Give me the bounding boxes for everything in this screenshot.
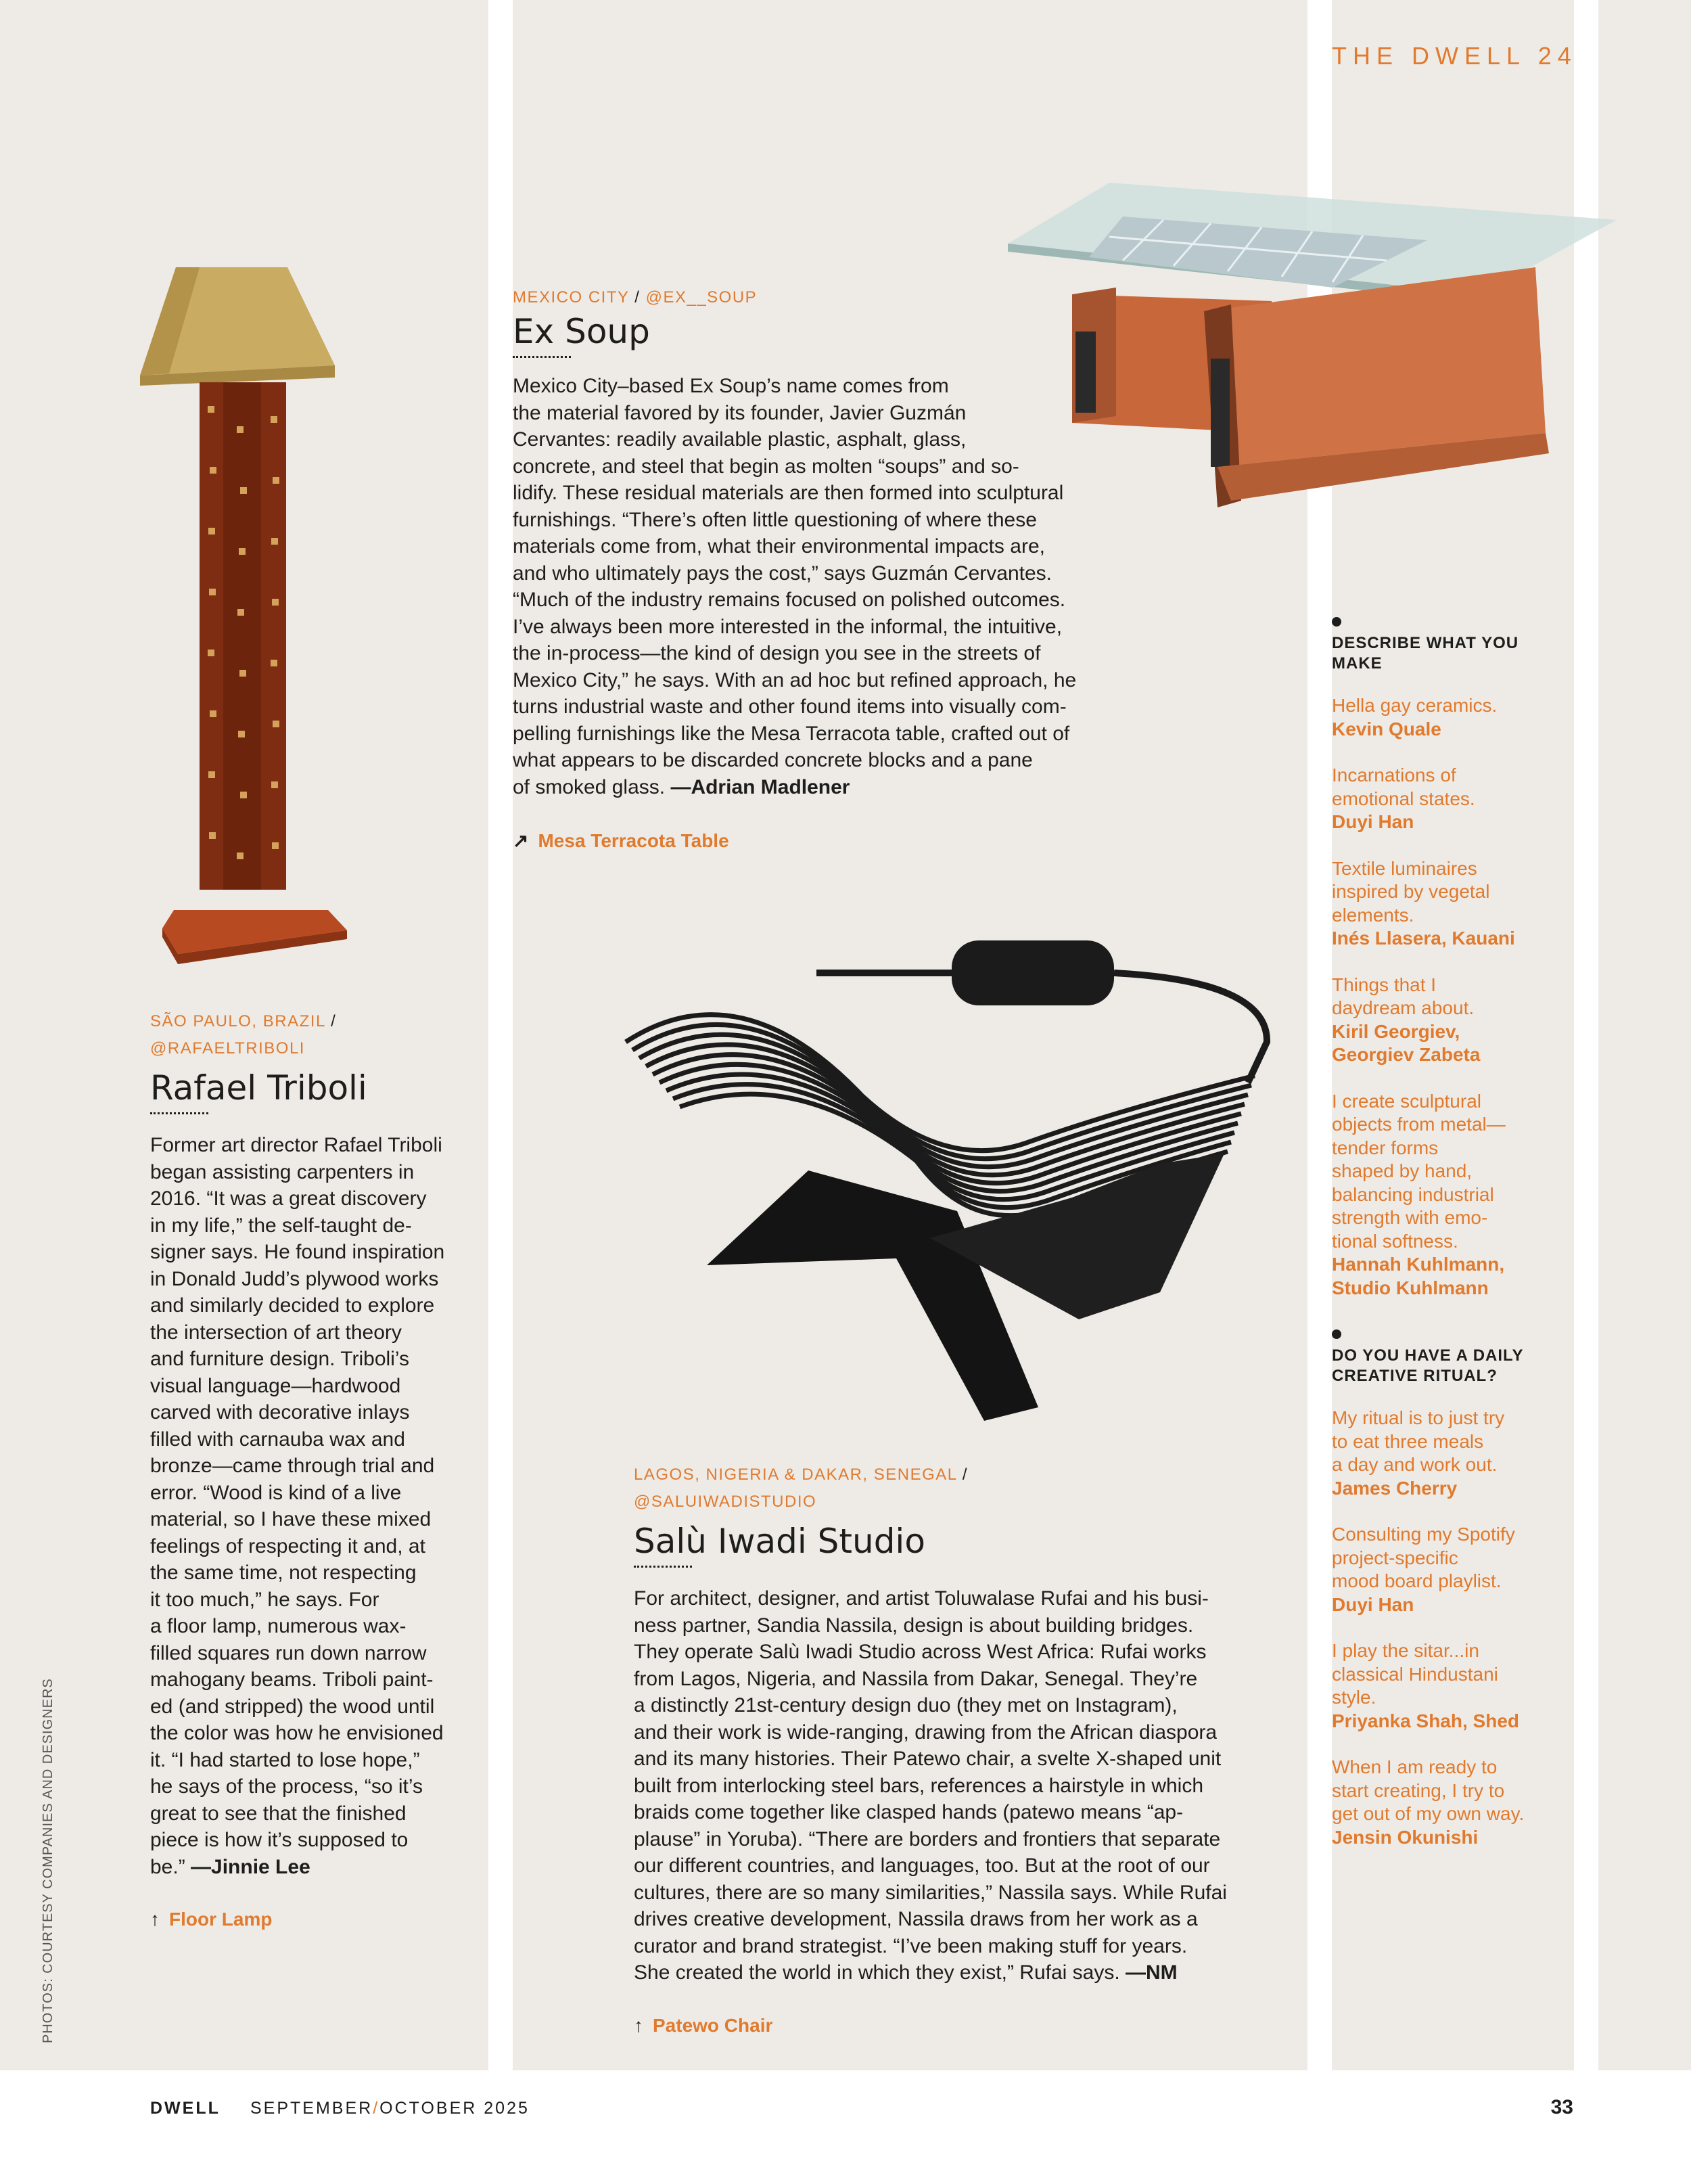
- body-line: bronze—came through trial and: [150, 1455, 435, 1477]
- answer-name: James Cherry: [1332, 1477, 1458, 1499]
- question-line: DO YOU HAVE A DAILY: [1332, 1346, 1524, 1365]
- body-line: piece is how it’s supposed to: [150, 1829, 409, 1851]
- body-line: he says of the process, “so it’s: [150, 1775, 423, 1798]
- answer-text: emotional states.: [1332, 788, 1475, 809]
- answer-item: [1332, 1523, 1565, 1616]
- body-line: and their work is wide-ranging, drawing from the African diaspora: [634, 1721, 1218, 1744]
- kicker-slash: /: [331, 1012, 337, 1030]
- body-line: the intersection of art theory: [150, 1321, 402, 1344]
- author-credit: —NM: [1126, 1961, 1178, 1984]
- answer-text: classical Hindustani: [1332, 1663, 1498, 1685]
- body-line: Mexico City–based Ex Soup’s name comes from: [513, 375, 949, 397]
- article-title: Salù Iwadi Studio: [634, 1522, 925, 1561]
- question-line: MAKE: [1332, 654, 1383, 673]
- body-line: materials come from, what their environmental impacts are,: [513, 535, 1045, 558]
- body-line-last: [513, 774, 1189, 801]
- answer-text: elements.: [1332, 904, 1414, 926]
- answer-text: Incarnations of: [1332, 765, 1456, 786]
- answers-list: [1332, 694, 1565, 1300]
- instagram-handle-link[interactable]: @SALUIWADISTUDIO: [634, 1493, 817, 1511]
- product-link-label: Mesa Terracota Table: [538, 830, 729, 851]
- body-line: Cervantes: readily available plastic, asphalt, glass,: [513, 428, 967, 451]
- body-line: in Donald Judd’s plywood works: [150, 1267, 439, 1290]
- body-line: Former art director Rafael Triboli: [150, 1134, 442, 1156]
- body-line: plause” in Yoruba). “There are borders and frontiers that separate: [634, 1827, 1221, 1850]
- body-line: filled with carnauba wax and: [150, 1428, 405, 1451]
- answer-name: Georgiev Zabeta: [1332, 1044, 1481, 1065]
- bullet-dot: [1332, 1329, 1341, 1339]
- question-heading: [1332, 1346, 1565, 1386]
- product-link-label: Floor Lamp: [169, 1909, 273, 1930]
- title-divider: [150, 1112, 208, 1114]
- arrow-up-icon: ↑: [150, 1909, 160, 1930]
- body-line: began assisting carpenters in: [150, 1160, 415, 1183]
- body-line: braids come together like clasped hands (patewo means “ap-: [634, 1801, 1184, 1823]
- issue-slash: /: [373, 2099, 380, 2118]
- body-line: turns industrial waste and other found items into visually com-: [513, 696, 1067, 718]
- answer-text: a day and work out.: [1332, 1454, 1498, 1475]
- body-line: furnishings. “There’s often little questioning of where these: [513, 508, 1037, 531]
- answer-item: [1332, 857, 1565, 951]
- answer-item: [1332, 1090, 1565, 1300]
- instagram-handle-link[interactable]: @RAFAELTRIBOLI: [150, 1039, 305, 1057]
- article-kicker: [150, 1008, 488, 1062]
- answer-item: [1332, 1756, 1565, 1849]
- title-divider: [634, 1566, 692, 1568]
- body-line: mahogany beams. Triboli paint-: [150, 1668, 434, 1691]
- article-body: [634, 1585, 1297, 1986]
- answer-text: tender forms: [1332, 1137, 1439, 1158]
- answer-text: daydream about.: [1332, 997, 1475, 1018]
- body-line: 2016. “It was a great discovery: [150, 1187, 427, 1210]
- body-line: our different countries, and languages, too. But at the root of our: [634, 1855, 1210, 1877]
- answer-text: project-specific: [1332, 1547, 1458, 1568]
- body-line: and similarly decided to explore: [150, 1294, 435, 1317]
- body-text: be.”: [150, 1855, 191, 1878]
- body-line: feelings of respecting it and, at: [150, 1534, 425, 1557]
- body-line: lidify. These residual materials are then formed into sculptural: [513, 482, 1064, 504]
- body-line: drives creative development, Nassila draws from her work as a: [634, 1908, 1198, 1930]
- body-line: visual language—hardwood: [150, 1374, 401, 1397]
- body-line: “Much of the industry remains focused on polished outcomes.: [513, 589, 1066, 611]
- answer-name: Duyi Han: [1332, 1593, 1414, 1615]
- body-line: it too much,” he says. For: [150, 1588, 379, 1611]
- body-line: the same time, not respecting: [150, 1562, 417, 1584]
- patewo-chair-image: [605, 940, 1289, 1428]
- product-link-label: Patewo Chair: [653, 2014, 773, 2036]
- answer-item: [1332, 694, 1565, 741]
- answer-text: balancing industrial: [1332, 1183, 1494, 1205]
- location: LAGOS, NIGERIA & DAKAR, SENEGAL: [634, 1465, 957, 1484]
- product-link[interactable]: [513, 829, 1189, 853]
- body-text: of smoked glass.: [513, 775, 671, 798]
- title-divider: [513, 356, 571, 358]
- arrow-up-icon: ↑: [634, 2014, 643, 2036]
- body-line: material, so I have these mixed: [150, 1508, 432, 1530]
- body-line: from Lagos, Nigeria, and Nassila from Dakar, Senegal. They’re: [634, 1667, 1198, 1690]
- product-link[interactable]: [150, 1907, 488, 1932]
- footer-brand: DWELL: [150, 2099, 221, 2118]
- body-line: the material favored by its founder, Javier Guzmán: [513, 401, 967, 424]
- answer-name: Inés Llasera, Kauani: [1332, 928, 1515, 949]
- author-credit: —Jinnie Lee: [191, 1855, 310, 1878]
- body-line: in my life,” the self-taught de-: [150, 1214, 412, 1237]
- question-line: DESCRIBE WHAT YOU: [1332, 634, 1519, 652]
- body-line-last: [634, 1959, 1297, 1986]
- answer-text: My ritual is to just try: [1332, 1407, 1505, 1428]
- photo-credit: PHOTOS: COURTESY COMPANIES AND DESIGNERS: [41, 1678, 55, 2043]
- article-title: Rafael Triboli: [150, 1068, 367, 1108]
- author-credit: —Adrian Madlener: [670, 775, 850, 798]
- product-link[interactable]: [634, 2014, 1297, 2038]
- body-line: and who ultimately pays the cost,” says Guzmán Cervantes.: [513, 562, 1052, 585]
- kicker-slash: /: [962, 1465, 969, 1484]
- body-line: the color was how he envisioned: [150, 1722, 444, 1744]
- answer-text: I create sculptural: [1332, 1090, 1481, 1112]
- bullet-dot: [1332, 617, 1341, 627]
- answer-text: Things that I: [1332, 974, 1437, 995]
- question-line: CREATIVE RITUAL?: [1332, 1367, 1498, 1385]
- answer-text: Hella gay ceramics.: [1332, 695, 1498, 716]
- body-line: great to see that the finished: [150, 1802, 407, 1825]
- article-kicker: [634, 1461, 1297, 1516]
- body-line: pelling furnishings like the Mesa Terracota table, crafted out of: [513, 722, 1070, 745]
- body-line: filled squares run down narrow: [150, 1641, 427, 1664]
- floor-lamp-image: [132, 250, 362, 968]
- body-line: what appears to be discarded concrete blocks and a pane: [513, 749, 1033, 771]
- answer-text: shaped by hand,: [1332, 1160, 1473, 1181]
- article-rafael-triboli: [150, 1008, 488, 1932]
- answer-text: Consulting my Spotify: [1332, 1524, 1515, 1545]
- article-kicker: [513, 284, 1189, 311]
- body-line: ed (and stripped) the wood until: [150, 1695, 435, 1718]
- article-salu-iwadi-studio: [634, 1461, 1297, 2038]
- body-line: signer says. He found inspiration: [150, 1241, 445, 1263]
- answer-name: Kevin Quale: [1332, 718, 1441, 740]
- page-number: 33: [1550, 2096, 1573, 2118]
- body-line: and its many histories. Their Patewo chair, a svelte X-shaped unit: [634, 1748, 1222, 1770]
- feature-title: THE DWELL 24: [1332, 42, 1577, 70]
- answer-name: Priyanka Shah, Shed: [1332, 1710, 1519, 1731]
- body-line: ness partner, Sandia Nassila, design is about building bridges.: [634, 1614, 1194, 1637]
- answer-item: [1332, 1407, 1565, 1500]
- body-line: it. “I had started to lose hope,”: [150, 1748, 420, 1771]
- body-text: She created the world in which they exist,” Rufai says.: [634, 1961, 1126, 1984]
- answer-item: [1332, 764, 1565, 834]
- answer-name: Kiril Georgiev,: [1332, 1020, 1460, 1042]
- article-ex-soup: [513, 284, 1189, 853]
- body-line: carved with decorative inlays: [150, 1401, 410, 1424]
- article-title: Ex Soup: [513, 312, 650, 351]
- answer-text: When I am ready to: [1332, 1756, 1498, 1777]
- answer-text: objects from metal—: [1332, 1114, 1506, 1135]
- body-line: a floor lamp, numerous wax-: [150, 1615, 407, 1637]
- body-line: curator and brand strategist. “I’ve been making stuff for years.: [634, 1934, 1188, 1957]
- question-heading: [1332, 633, 1565, 674]
- body-line: For architect, designer, and artist Toluwalase Rufai and his busi-: [634, 1587, 1209, 1610]
- body-line: and furniture design. Triboli’s: [150, 1348, 409, 1370]
- kicker-slash: /: [634, 288, 641, 306]
- body-line: They operate Salù Iwadi Studio across West Africa: Rufai works: [634, 1641, 1207, 1663]
- body-line: built from interlocking steel bars, references a hairstyle in which: [634, 1774, 1204, 1797]
- answer-name: Studio Kuhlmann: [1332, 1277, 1489, 1298]
- instagram-handle-link[interactable]: @EX__SOUP: [645, 288, 758, 306]
- answer-item: [1332, 974, 1565, 1067]
- issue-month-year: OCTOBER 2025: [379, 2099, 530, 2118]
- answer-text: strength with emo-: [1332, 1207, 1488, 1228]
- article-body: [513, 373, 1189, 800]
- answer-text: inspired by vegetal: [1332, 881, 1490, 902]
- answer-item: [1332, 1639, 1565, 1733]
- answer-text: to eat three meals: [1332, 1430, 1484, 1452]
- body-line: the in-process—the kind of design you see in the streets of: [513, 642, 1041, 664]
- answer-name: Duyi Han: [1332, 811, 1414, 832]
- body-line: cultures, there are so many similarities,” Nassila says. While Rufai: [634, 1881, 1227, 1904]
- body-line: error. “Wood is kind of a live: [150, 1481, 402, 1504]
- answer-name: Hannah Kuhlmann,: [1332, 1254, 1505, 1275]
- body-line: Mexico City,” he says. With an ad hoc but refined approach, he: [513, 668, 1077, 691]
- answer-text: tional softness.: [1332, 1230, 1458, 1252]
- answer-text: mood board playlist.: [1332, 1570, 1502, 1591]
- article-body: [150, 1132, 488, 1880]
- body-line: a distinctly 21st-century design duo (they met on Instagram),: [634, 1694, 1178, 1716]
- answers-list: [1332, 1407, 1565, 1849]
- answer-text: get out of my own way.: [1332, 1803, 1525, 1824]
- answer-text: style.: [1332, 1687, 1376, 1708]
- footer-issue: [250, 2099, 530, 2118]
- location: MEXICO CITY: [513, 288, 630, 306]
- location: SÃO PAULO, BRAZIL: [150, 1012, 325, 1030]
- issue-month: SEPTEMBER: [250, 2099, 373, 2118]
- body-line: I’ve always been more interested in the informal, the intuitive,: [513, 615, 1063, 638]
- body-line-last: [150, 1854, 488, 1881]
- answer-text: I play the sitar...in: [1332, 1640, 1479, 1661]
- body-line: concrete, and steel that begin as molten “soups” and so-: [513, 455, 1019, 478]
- sidebar-questionnaire: [1332, 617, 1565, 1872]
- answer-name: Jensin Okunishi: [1332, 1826, 1479, 1848]
- arrow-up-right-icon: ↗: [513, 830, 529, 851]
- answer-text: Textile luminaires: [1332, 857, 1477, 879]
- answer-text: start creating, I try to: [1332, 1779, 1505, 1801]
